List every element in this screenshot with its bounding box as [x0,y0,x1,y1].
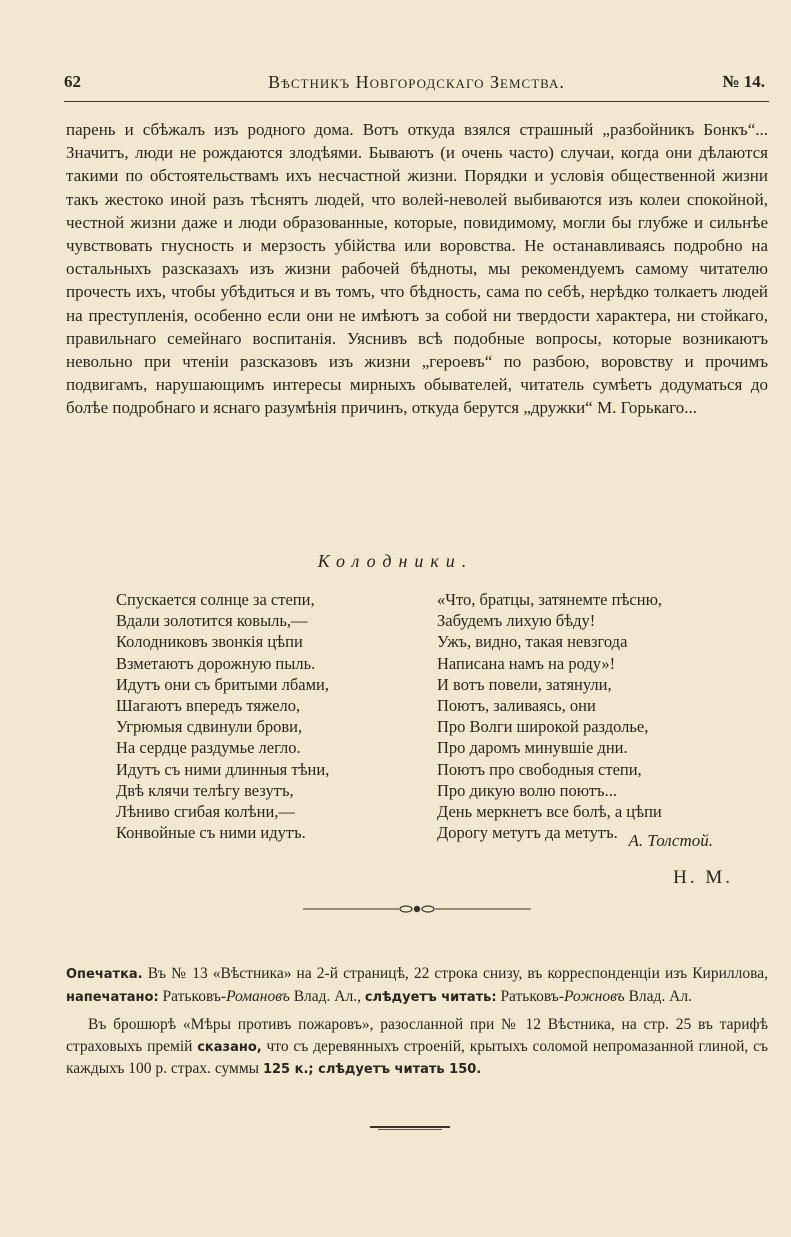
poem-line: Шагаютъ впередъ тяжело, [116,696,301,716]
poem-line: Дорогу метутъ да метутъ. [437,823,618,843]
article-signature: Н. М. [673,867,733,888]
poem-line: «Что, братцы, затянемте пѣсню, [437,590,663,609]
errata-notice [66,963,768,1081]
poem-author: А. Толстой. [628,831,713,850]
article-body [66,118,768,420]
closing-rule-thin [378,1129,442,1130]
poem-line: Спускается солнце за степи, [116,590,315,609]
section-divider-ornament-icon [303,904,531,914]
issue-number: № 14. [722,72,765,91]
closing-rule [370,1126,450,1128]
poem-line: Про дикую волю поютъ... [437,780,617,800]
page-number: 62 [64,72,81,91]
poem-line: Конвойные съ ними идутъ. [116,823,306,843]
errata-paragraph-2: Въ брошюрѣ «Мѣры противъ пожаровъ», разосланной при № 12 Вѣстника, на стр. 25 въ тарифѣ страховыхъ премій сказано, что съ деревянныхъ строеній, крытыхъ соломой непромазанной глиной, съ каждыхъ 100 р. страх. суммы 125 к.; слѣдуетъ читать 150. [66,1016,769,1077]
poem-line: Написана намъ на роду»! [437,653,616,673]
poem-line: Вдали золотится ковыль,— [116,611,308,631]
poem-line: Идутъ они съ бритыми лбами, [116,674,329,694]
poem-line: Идутъ съ ними длинныя тѣни, [116,759,330,779]
poem-line: Двѣ клячи телѣгу везутъ, [116,780,294,800]
poem-line: Ужъ, видно, такая невзгода [437,632,628,652]
poem-line: Колодниковъ звонкія цѣпи [116,632,303,652]
errata-label: Опечатка. [66,967,143,982]
errata-paragraph-1: Опечатка. Въ № 13 «Вѣстника» на 2-й страницѣ, 22 строка снизу, въ корреспонденціи изъ Кириллова, напечатано: Ратьковъ-Романовъ Влад. Ал., слѣдуетъ читать: Ратьковъ-Рожновъ Влад. Ал. [66,965,768,1005]
poem-line: Взметаютъ дорожную пыль. [116,653,316,673]
header-rule [64,101,769,102]
poem-line: И вотъ повели, затянули, [437,674,612,694]
poem-line: Лѣниво сгибая колѣни,— [116,802,295,822]
poem-line: Поютъ, заливаясь, они [437,696,596,716]
poem-line: Про даромъ минувшіе дни. [437,738,628,758]
poem-line: Поютъ про свободныя степи, [437,759,642,779]
poem-line: Про Волги широкой раздолье, [437,717,649,737]
poem-title: Колодники. [317,551,474,571]
journal-title: Вѣстникъ Новгородскаго Земства. [268,72,565,92]
poem-line: Забудемъ лихую бѣду! [437,611,596,631]
poem-line: День меркнетъ все болѣ, а цѣпи [437,802,662,822]
poem-left-column [116,589,329,843]
poem-line: Угрюмыя сдвинули брови, [116,717,303,737]
article-paragraph: парень и сбѣжалъ изъ родного дома. Вотъ откуда взялся страшный „разбойникъ Бонкъ“... Значитъ, люди не рождаются злодѣями. Бываютъ (и очень часто) случаи, когда они дѣлаются такими по обстоятельствамъ ихъ несчастной жизни. Порядки и условія общественной жизни такъ жестоко иной разъ тѣснятъ людей, что волей-неволей выбиваются изъ колеи спокойной, честной жизни даже и люди образованные, которые, повидимому, могли бы глубже и сильнѣе чувствовать гнусность и мерзость убійства или воровства. Не останавливаясь подробно на остальныхъ разсказахъ изъ жизни рабочей бѣдноты, мы рекомендуемъ самому читателю прочесть ихъ, чтобы убѣдиться и въ томъ, что бѣдность, сама по себѣ, нерѣдко толкаетъ людей на преступленія, особенно если они не имѣютъ за собой ни твердости характера, ни стойкаго, правильнаго семейнаго воспитанія. Уяснивъ всѣ подобные вопросы, которые возникаютъ невольно при чтеніи разсказовъ изъ жизни „героевъ“ по разбою, воровству и прочимъ подвигамъ, нарушающимъ интересы мирныхъ обывателей, читатель сумѣетъ додуматься до болѣе подробнаго и яснаго разумѣнія причинъ, откуда берутся „дружки“ М. Горькаго... [66,120,768,418]
poem-right-column [437,589,662,843]
running-header [64,70,769,98]
poem-line: На сердце раздумье легло. [116,738,301,758]
